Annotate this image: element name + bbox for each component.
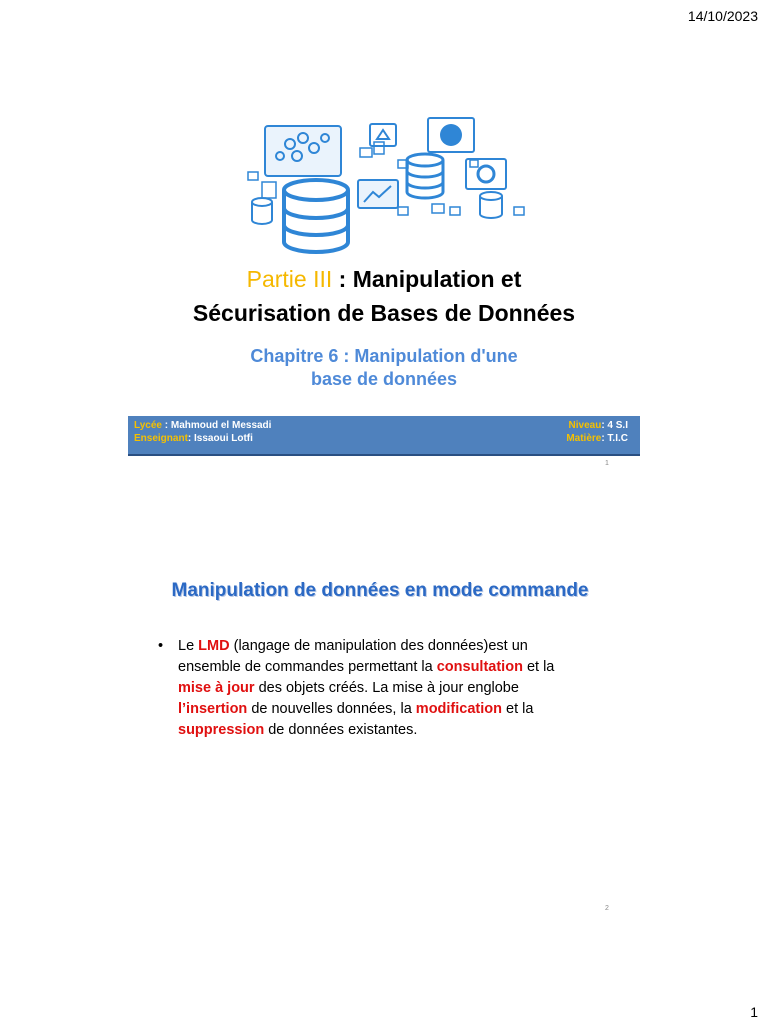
niveau-value: : 4 S.I xyxy=(601,420,628,431)
lycee-label: Lycée xyxy=(134,420,162,431)
lycee-field xyxy=(134,420,271,431)
database-icon-medium xyxy=(407,154,443,198)
text-segment: de données existantes. xyxy=(264,722,418,738)
term-suppression: suppression xyxy=(178,722,265,738)
term-insertion: l’insertion xyxy=(178,701,248,717)
text-segment: des objets créés. La mise à jour englobe xyxy=(254,680,519,696)
slide-1-number: 1 xyxy=(605,460,609,467)
text-segment: Le xyxy=(178,638,199,654)
subtitle-line1: Chapitre 6 : Manipulation d'une xyxy=(250,346,518,366)
bullet-text xyxy=(178,636,588,741)
niveau-label: Niveau xyxy=(568,420,602,431)
slide-2-number: 2 xyxy=(605,905,609,912)
slide-title xyxy=(100,262,668,330)
database-icon xyxy=(284,180,348,252)
refresh-icon xyxy=(466,159,506,189)
term-lmd: LMD xyxy=(198,638,230,654)
slide-2-heading: Manipulation de données en mode commande xyxy=(171,580,589,601)
database-illustration xyxy=(240,112,530,262)
gears-icon xyxy=(265,126,341,176)
trend-chart-icon xyxy=(358,180,398,208)
slide-subtitle xyxy=(150,345,618,391)
term-consultation: consultation xyxy=(436,659,523,675)
term-mise-a-jour: mise à jour xyxy=(178,680,255,696)
enseignant-label: Enseignant xyxy=(134,433,188,444)
enseignant-field xyxy=(134,433,253,444)
subtitle-line2: base de données xyxy=(310,369,458,389)
matiere-value: : T.I.C xyxy=(601,433,628,444)
title-line1: : Manipulation et xyxy=(332,266,522,292)
text-segment: (langage de manipulation des données)est un ensemble de commandes permettant la xyxy=(178,638,528,675)
text-segment: et la xyxy=(522,659,555,675)
page-number: 1 xyxy=(750,1004,758,1020)
bullet-item xyxy=(158,636,588,741)
text-segment: et la xyxy=(502,701,534,717)
pie-chart-icon xyxy=(428,118,474,152)
enseignant-value: : Issaoui Lotfi xyxy=(187,433,253,444)
lycee-value: : Mahmoud el Messadi xyxy=(161,420,272,431)
text-segment: de nouvelles données, la xyxy=(247,701,416,717)
title-part-label: Partie III xyxy=(246,266,333,292)
title-line2: Sécurisation de Bases de Données xyxy=(192,300,576,326)
niveau-field xyxy=(569,420,628,431)
print-date: 14/10/2023 xyxy=(687,8,758,24)
term-modification: modification xyxy=(415,701,502,717)
matiere-field xyxy=(566,433,628,444)
matiere-label: Matière xyxy=(566,433,602,444)
info-bar xyxy=(128,416,640,456)
bullet-dot-icon: • xyxy=(158,638,164,654)
